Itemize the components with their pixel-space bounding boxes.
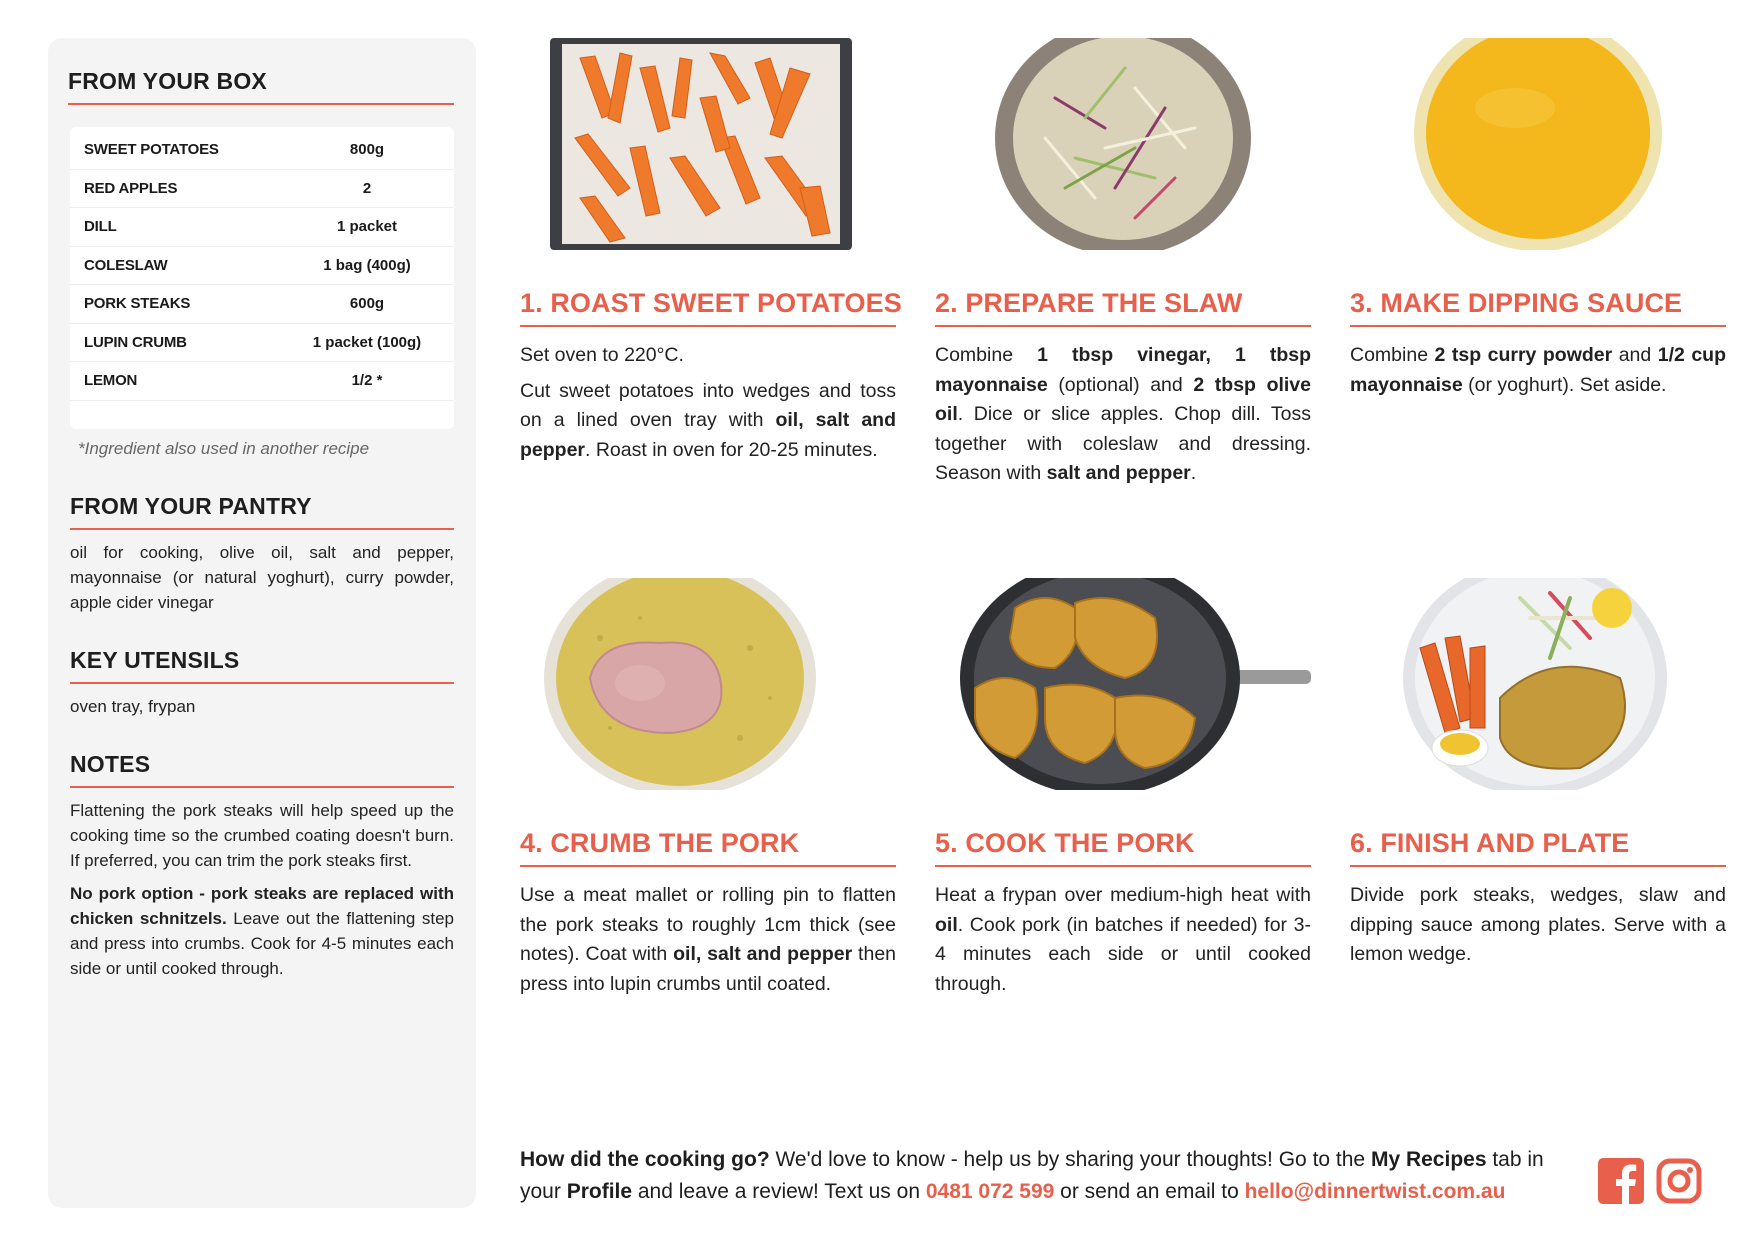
ingredient-qty: 2	[362, 179, 372, 197]
notes-paragraph-2	[70, 881, 454, 981]
feedback-footer	[520, 1144, 1580, 1208]
step-1-paragraph-1: Set oven to 220°C.	[520, 344, 684, 366]
ingredient-footnote: *Ingredient also used in another recipe	[78, 438, 370, 458]
ingredient-qty: 1 bag (400g)	[323, 256, 411, 274]
ingredient-qty: 1 packet	[336, 218, 398, 236]
step-5-text: . Cook pork (in batches if needed) for 3-4 minutes each side or until cooked through.	[935, 913, 1311, 995]
step-2-bold: 2 tbsp olive oil	[935, 373, 1312, 425]
step-3-title: 3. MAKE DIPPING SAUCE	[1350, 288, 1726, 327]
ingredient-row	[70, 285, 454, 324]
step-2-bold: salt and pepper	[1046, 462, 1191, 484]
step-4-bold: oil, salt and pepper	[673, 943, 853, 965]
ingredient-row	[70, 247, 454, 286]
step-5-title: 5. COOK THE PORK	[935, 828, 1311, 867]
footer-text: and leave a review! Text us on	[632, 1180, 926, 1203]
step-5-body	[935, 881, 1311, 999]
step-4-text: Use a meat mallet or rolling pin to flatten the pork steaks to roughly 1cm thick (see notes). Coat with	[520, 884, 896, 965]
utensils-text: oven tray, frypan	[70, 696, 196, 716]
email-link[interactable]: hello@dinnertwist.com.au	[1244, 1180, 1506, 1203]
footer-text: We'd love to know - help us by sharing your thoughts! Go to the	[769, 1148, 1371, 1171]
step-1-title: 1. ROAST SWEET POTATOES	[520, 288, 896, 327]
ingredients-sidebar	[48, 38, 476, 1208]
step-5-paragraph	[935, 881, 1311, 999]
from-your-box-title: FROM YOUR BOX	[68, 68, 454, 105]
step-3-paragraph	[1350, 341, 1726, 400]
notes-paragraph-1: Flattening the pork steaks will help speed up the cooking time so the crumbed coating doesn't burn. If preferred, you can trim the pork steaks first.	[70, 800, 454, 870]
ingredient-row	[70, 131, 454, 170]
footer-text: or send an email to	[1054, 1180, 1245, 1203]
ingredient-name: COLESLAW	[84, 256, 168, 274]
step-2-text: (optional) and	[1047, 373, 1194, 396]
step-2-text: .	[1190, 462, 1197, 484]
notes-title: NOTES	[70, 751, 454, 788]
coleslaw-bowl-image	[935, 38, 1311, 250]
profile-label: Profile	[566, 1180, 633, 1203]
step-5-text: Heat a frypan over medium-high heat with	[935, 884, 1311, 906]
step-1-text: Cut sweet potatoes into wedges and toss on a lined oven tray with	[520, 379, 896, 431]
crumb-pork-image	[520, 578, 896, 790]
step-4-body	[520, 881, 896, 999]
step-6-paragraph: Divide pork steaks, wedges, slaw and dipping sauce among plates. Serve with a lemon wedge.	[1350, 884, 1726, 965]
step-4-paragraph	[520, 881, 896, 999]
ingredient-row	[70, 170, 454, 209]
step-1	[520, 38, 902, 465]
step-4-title: 4. CRUMB THE PORK	[520, 828, 896, 867]
ingredient-name: SWEET POTATOES	[84, 141, 219, 159]
step-1-body	[520, 341, 896, 465]
dipping-sauce-bowl-image	[1350, 38, 1726, 250]
ingredient-name: DILL	[84, 218, 117, 236]
step-4-text: then press into lupin crumbs until coated.	[520, 943, 897, 995]
cook-pork-image	[935, 578, 1311, 790]
finished-plate-image	[1350, 578, 1726, 790]
from-your-pantry-title: FROM YOUR PANTRY	[70, 493, 454, 530]
step-2-text: Combine	[935, 344, 1038, 366]
step-3-text: Combine	[1350, 344, 1435, 366]
step-1-paragraph-2	[520, 377, 896, 466]
ingredient-name: LEMON	[84, 372, 138, 390]
notes-rest-text: Leave out the flattening step and press into crumbs. Cook for 4-5 minutes each side or until cooked through.	[70, 908, 455, 978]
step-1-bold: oil, salt and pepper	[520, 409, 896, 461]
ingredient-qty: 1 packet (100g)	[312, 333, 422, 351]
phone-link[interactable]: 0481 072 599	[925, 1180, 1055, 1203]
ingredient-qty: 600g	[349, 295, 385, 313]
ingredient-row	[70, 208, 454, 247]
step-5	[935, 578, 1311, 999]
step-1-text: . Roast in oven for 20-25 minutes.	[585, 438, 878, 461]
ingredient-row	[70, 362, 454, 401]
step-3-bold: 1/2 cup mayonnaise	[1350, 344, 1726, 396]
ingredients-table	[70, 127, 454, 429]
step-2	[935, 38, 1311, 489]
step-5-bold: oil	[935, 913, 958, 936]
my-recipes-label: My Recipes	[1370, 1148, 1487, 1171]
footer-question: How did the cooking go?	[520, 1148, 770, 1171]
ingredient-name: LUPIN CRUMB	[84, 333, 187, 351]
ingredient-name: RED APPLES	[84, 179, 178, 197]
step-2-title: 2. PREPARE THE SLAW	[935, 288, 1311, 327]
step-3-text: and	[1612, 344, 1658, 366]
sweet-potato-wedges-image	[520, 38, 896, 250]
ingredient-row	[70, 324, 454, 363]
ingredient-name: PORK STEAKS	[84, 295, 191, 313]
ingredient-qty: 1/2 *	[351, 372, 383, 390]
instagram-icon[interactable]	[1656, 1158, 1702, 1204]
step-2-body	[935, 341, 1311, 489]
step-2-bold: 1 tbsp vinegar, 1 tbsp mayonnaise	[935, 344, 1311, 396]
facebook-icon[interactable]	[1598, 1158, 1644, 1204]
step-6-body	[1350, 881, 1726, 970]
footer-text: tab in your	[520, 1148, 1544, 1203]
step-3-text: (or yoghurt). Set aside.	[1462, 373, 1667, 396]
step-4	[520, 578, 896, 999]
step-6-title: 6. FINISH AND PLATE	[1350, 828, 1726, 867]
step-3-bold: 2 tsp curry powder	[1434, 344, 1613, 366]
pantry-text: oil for cooking, olive oil, salt and pepper, mayonnaise (or natural yoghurt), curry powder, apple cider vinegar	[70, 542, 454, 612]
step-2-paragraph	[935, 341, 1311, 489]
step-3	[1350, 38, 1726, 400]
step-2-text: . Dice or slice apples. Chop dill. Toss together with coleslaw and dressing. Season with	[935, 403, 1311, 484]
key-utensils-title: KEY UTENSILS	[70, 647, 454, 684]
step-6	[1350, 578, 1726, 970]
notes-bold-text: No pork option - pork steaks are replaced with chicken schnitzels.	[70, 883, 454, 928]
ingredient-qty: 800g	[349, 141, 385, 159]
step-3-body	[1350, 341, 1726, 400]
